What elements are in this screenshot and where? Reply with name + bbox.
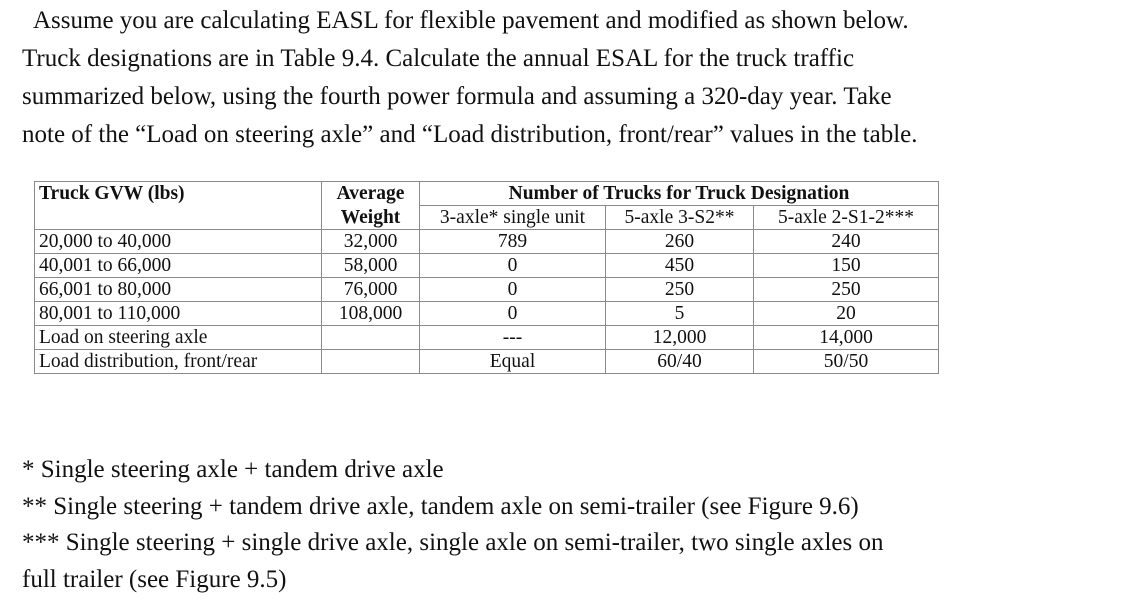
table-row [35,254,939,278]
header-designation-3-s2: 5-axle 3-S2** [606,206,754,230]
row-count: 240 [754,230,939,254]
row-average: 108,000 [322,302,420,326]
footnote: full trailer (see Figure 9.5) [22,565,287,593]
footnote: *** Single steering + single drive axle, single axle on semi-trailer, two single axles on [22,529,884,556]
table-row [35,278,939,302]
row-count: 250 [606,278,754,302]
row-count: 14,000 [754,326,939,350]
row-count: 12,000 [606,326,754,350]
problem-line: Truck designations are in Table 9.4. Calculate the annual ESAL for the truck traffic [22,45,855,72]
footnotes [22,452,1132,598]
row-average: 76,000 [322,278,420,302]
row-count: 450 [606,254,754,278]
row-average [322,326,420,350]
header-gvw: Truck GVW (lbs) [35,182,322,230]
row-count: 60/40 [606,350,754,374]
table-row [35,230,939,254]
table-row [35,350,939,374]
row-count: 150 [754,254,939,278]
row-count: Equal [420,350,606,374]
footnote: ** Single steering + tandem drive axle, tandem axle on semi-trailer (see Figure 9.6) [22,492,859,520]
row-average: 58,000 [322,254,420,278]
row-label: 80,001 to 110,000 [35,302,322,326]
row-count: 5 [606,302,754,326]
problem-statement [22,2,1132,154]
table-header-row [35,182,939,206]
truck-traffic-table [34,181,939,374]
row-count: 0 [420,278,606,302]
row-count: 50/50 [754,350,939,374]
row-average: 32,000 [322,230,420,254]
header-designation-2-s1-2: 5-axle 2-S1-2*** [754,206,939,230]
header-weight: Weight [322,206,420,230]
header-designation-3-axle: 3-axle* single unit [420,206,606,230]
row-count: 20 [754,302,939,326]
row-label: Load distribution, front/rear [35,350,322,374]
row-count: 0 [420,254,606,278]
problem-line: Assume you are calculating EASL for flexible pavement and modified as shown below. [33,7,909,34]
problem-line: note of the “Load on steering axle” and “Load distribution, front/rear” values in the table. [22,121,918,148]
row-label: Load on steering axle [35,326,322,350]
header-average: Average [322,182,420,206]
row-count: 789 [420,230,606,254]
problem-line: summarized below, using the fourth power formula and assuming a 320-day year. Take [22,83,892,110]
row-count: 0 [420,302,606,326]
row-count: 260 [606,230,754,254]
row-count: --- [420,326,606,350]
table-row [35,326,939,350]
row-label: 40,001 to 66,000 [35,254,322,278]
footnote: * Single steering axle + tandem drive axle [22,456,444,483]
header-designation-group: Number of Trucks for Truck Designation [420,182,939,206]
table-row [35,302,939,326]
row-average [322,350,420,374]
row-label: 20,000 to 40,000 [35,230,322,254]
row-label: 66,001 to 80,000 [35,278,322,302]
row-count: 250 [754,278,939,302]
